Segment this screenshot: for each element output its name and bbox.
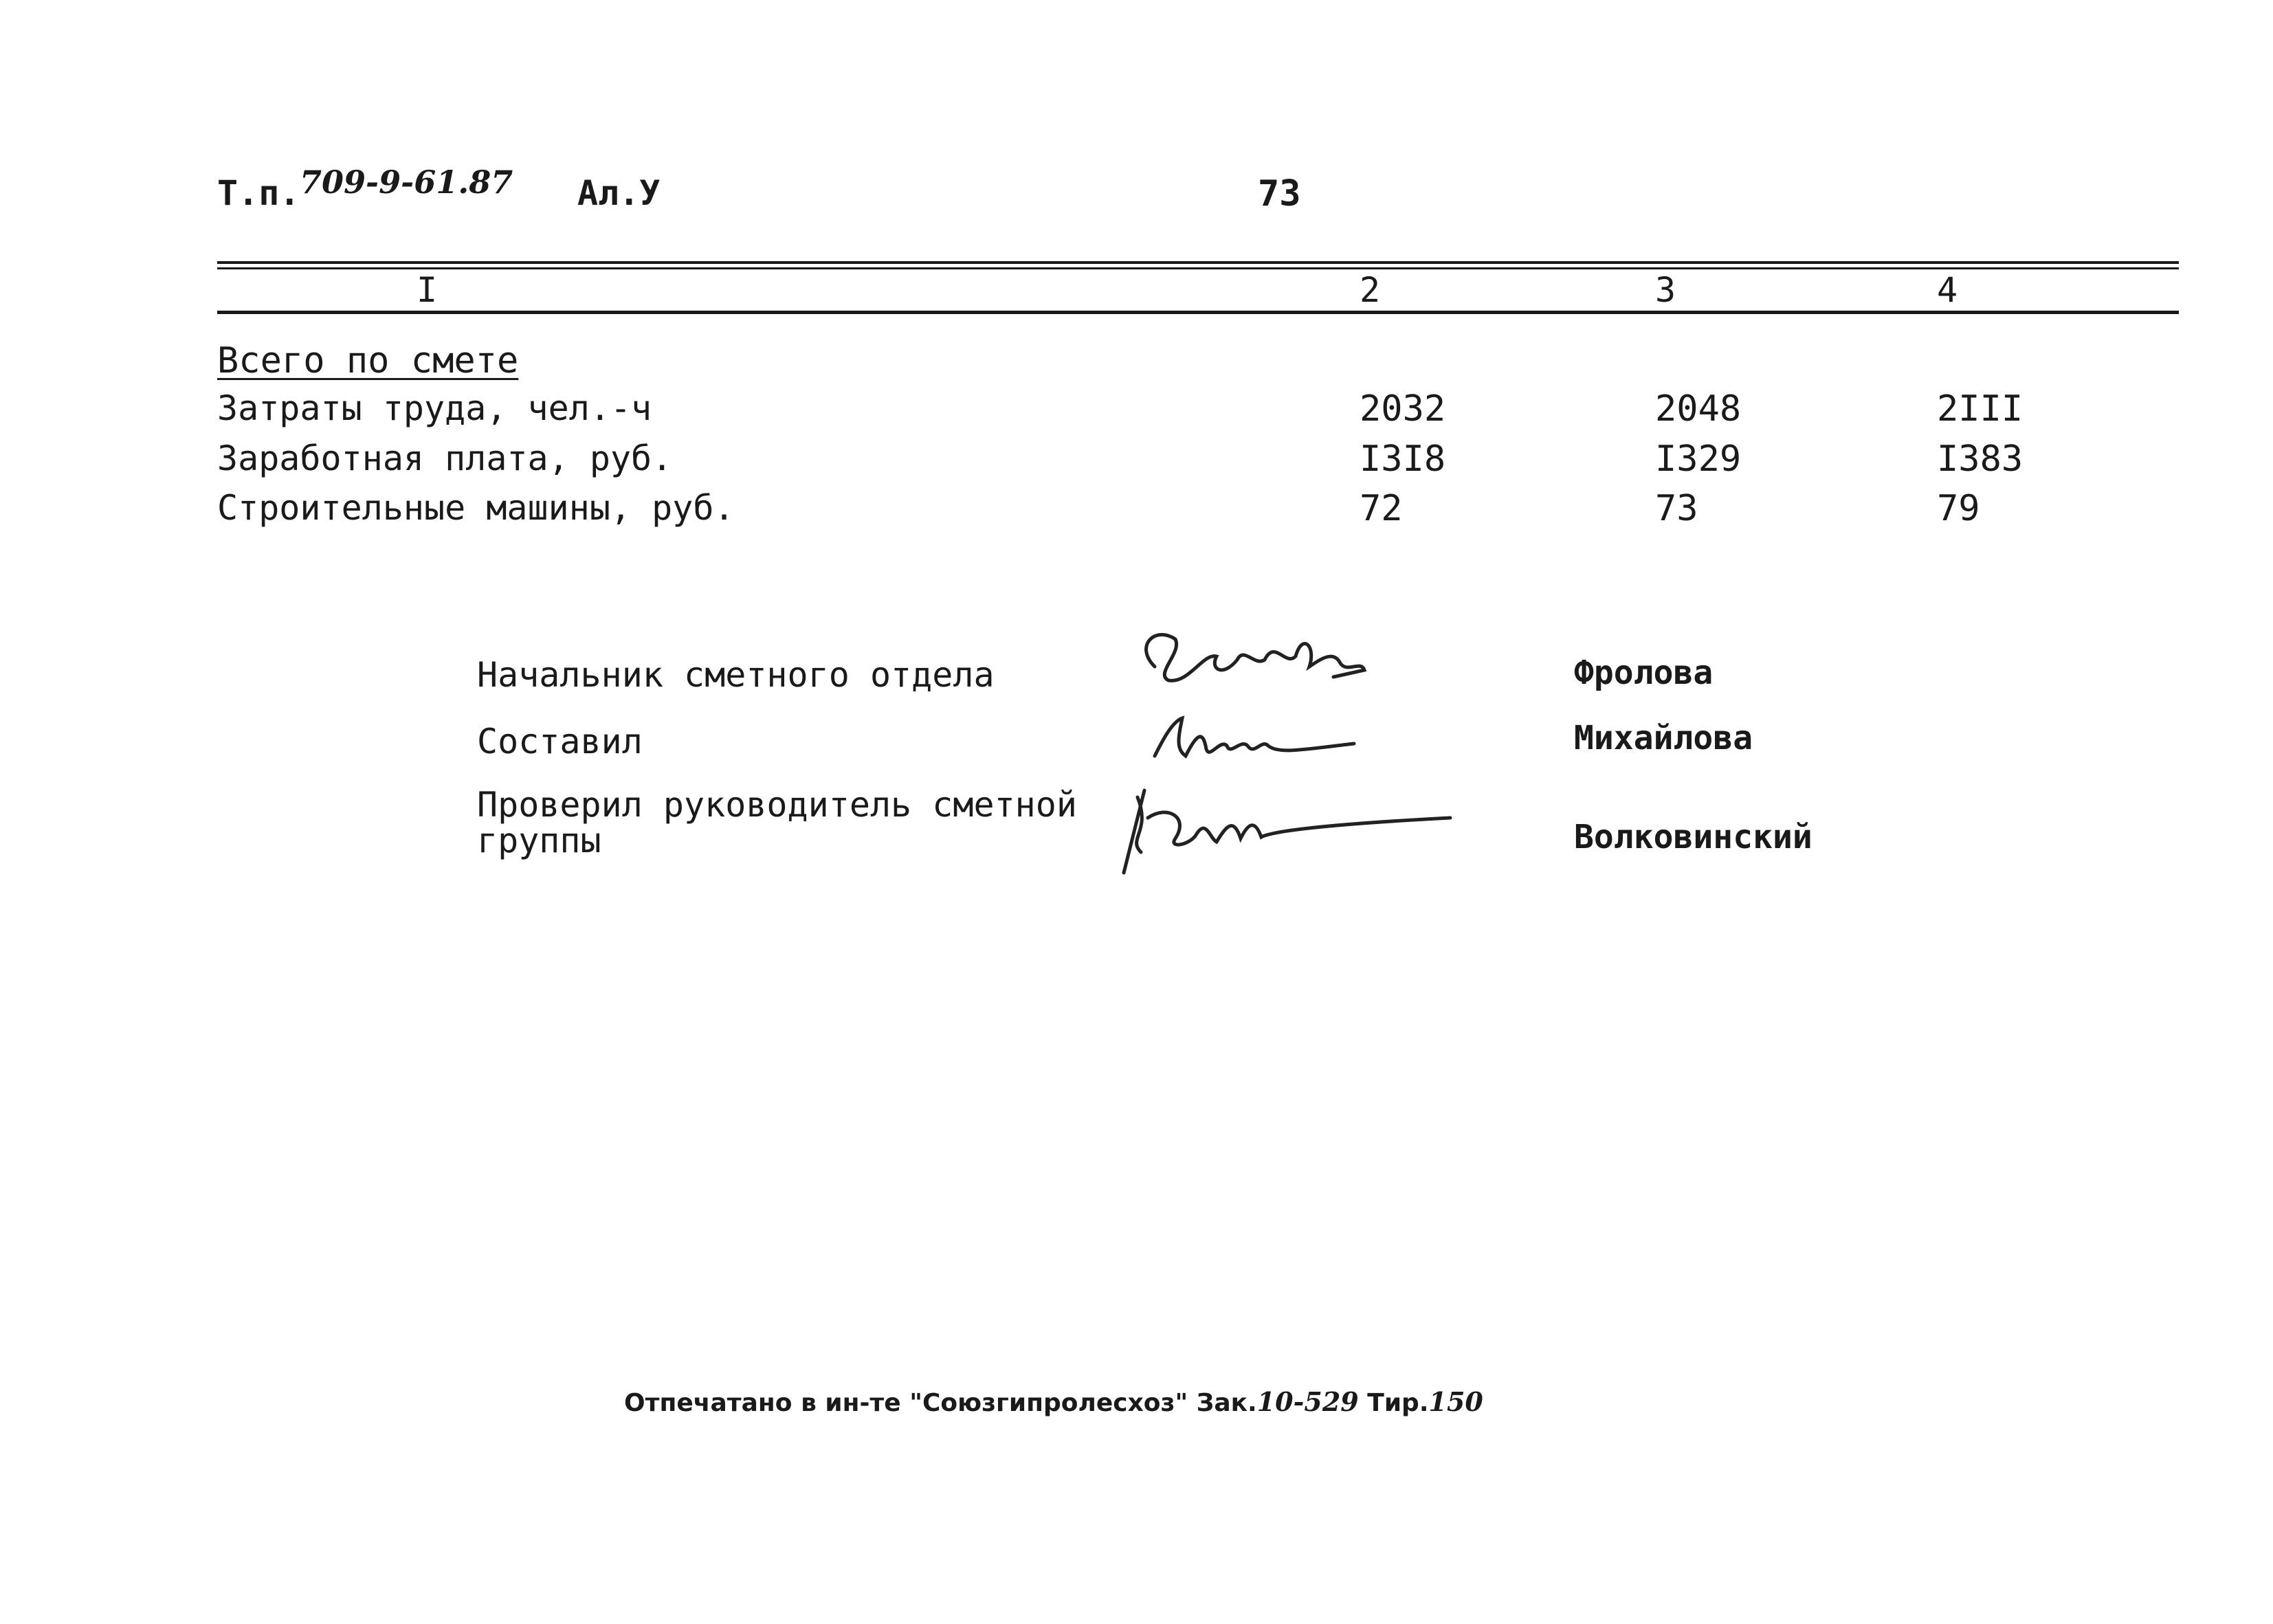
section-title: Всего по смете xyxy=(217,340,519,381)
signature-name: Фролова xyxy=(1574,654,1714,692)
album-label: Ал.У xyxy=(577,173,661,213)
table-header-rule xyxy=(217,311,2179,314)
table-top-rule xyxy=(217,261,2179,264)
cell-value: 2032 xyxy=(1360,388,1446,430)
doc-code-handwritten: 709-9-61.87 xyxy=(300,164,513,201)
doc-code-prefix: Т.п. xyxy=(217,173,300,213)
cell-value: 2III xyxy=(1937,388,2023,430)
column-header-4: 4 xyxy=(1937,270,1958,310)
cell-value: 72 xyxy=(1360,488,1403,529)
page-number: 73 xyxy=(1258,173,1301,214)
signature-name: Волковинский xyxy=(1574,818,1812,856)
cell-value: 79 xyxy=(1937,488,1980,529)
handwritten-signature xyxy=(1127,619,1388,708)
cell-value: I329 xyxy=(1655,438,1742,480)
column-header-1: I xyxy=(417,270,438,310)
column-header-2: 2 xyxy=(1360,270,1381,310)
tirage-handwritten: 150 xyxy=(1428,1386,1483,1417)
print-footer xyxy=(624,1386,1483,1417)
footer-text: Отпечатано в ин-те "Союзгипролесхоз" Зак. xyxy=(624,1389,1257,1417)
signature-role: Начальник сметного отдела xyxy=(477,655,995,695)
handwritten-signature xyxy=(1141,708,1388,770)
cell-value: 2048 xyxy=(1655,388,1742,430)
row-label: Заработная плата, руб. xyxy=(217,438,673,478)
handwritten-signature xyxy=(1113,777,1471,880)
signature-role: Составил xyxy=(477,722,643,761)
row-label: Затраты труда, чел.-ч xyxy=(217,388,652,428)
signature-name: Михайлова xyxy=(1574,719,1753,757)
tirage-label: Тир. xyxy=(1367,1389,1429,1417)
cell-value: I383 xyxy=(1937,438,2023,480)
cell-value: 73 xyxy=(1655,488,1698,529)
table-top-rule-inner xyxy=(217,267,2179,269)
order-number-handwritten: 10-529 xyxy=(1256,1386,1359,1417)
signature-role: Проверил руководитель сметной группы xyxy=(477,785,1077,860)
cell-value: I3I8 xyxy=(1360,438,1446,480)
row-label: Строительные машины, руб. xyxy=(217,488,735,528)
column-header-3: 3 xyxy=(1655,270,1676,310)
